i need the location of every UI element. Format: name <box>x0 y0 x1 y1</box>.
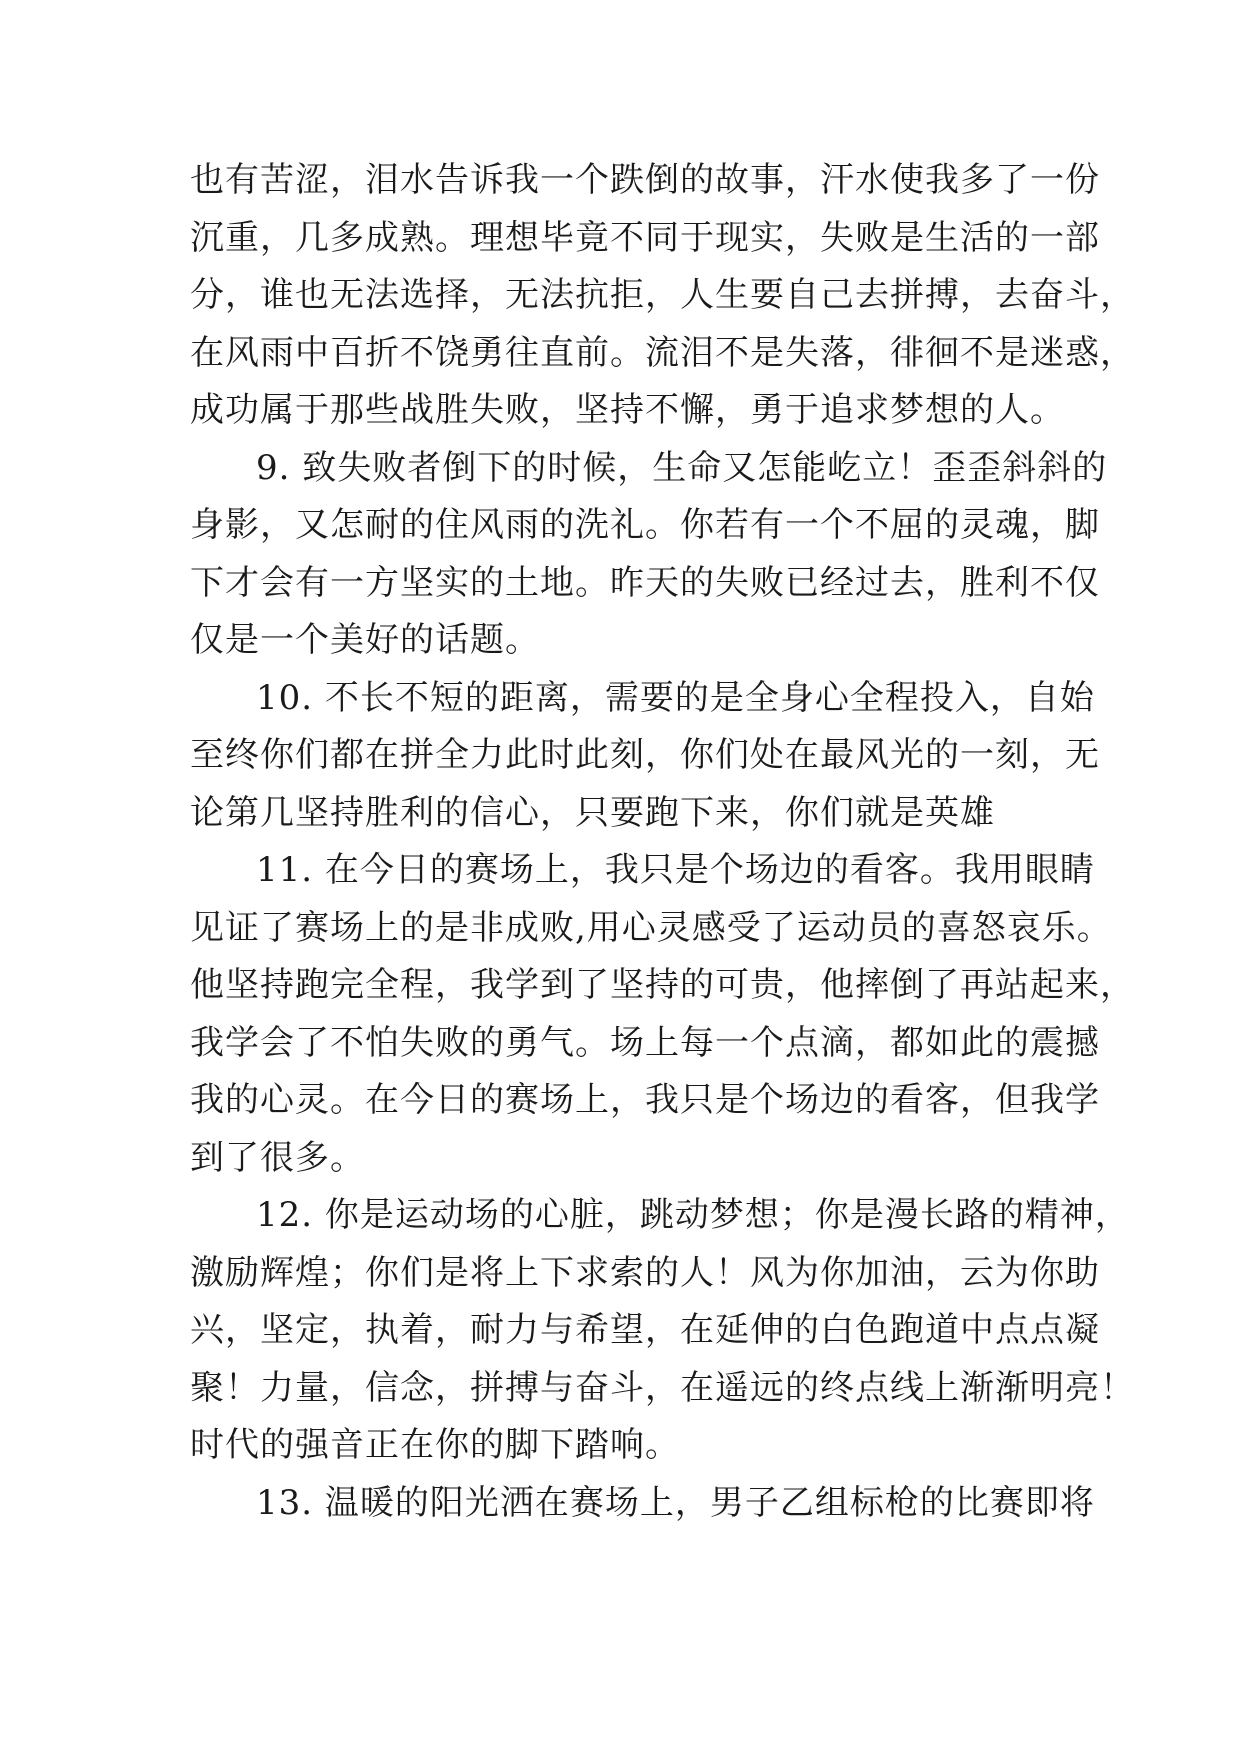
paragraph-10 <box>190 670 1100 843</box>
text-line: 身影，又怎耐的住风雨的洗礼。你若有一个不屈的灵魂，脚 <box>190 505 1100 545</box>
text-line: 到了很多。 <box>190 1137 365 1178</box>
text-line: 下才会有一方坚实的土地。昨天的失败已经过去，胜利不仅 <box>190 562 1100 603</box>
paragraph-continuation <box>190 152 1135 440</box>
text-line: 时代的强音正在你的脚下踏响。 <box>190 1425 680 1465</box>
text-line: 在风雨中百折不饶勇往直前。流泪不是失落，徘徊不是迷惑， <box>190 332 1135 373</box>
text-line: 13. 温暖的阳光洒在赛场上，男子乙组标枪的比赛即将 <box>256 1482 1095 1523</box>
text-line: 聚！力量，信念，拼搏与奋斗，在遥远的终点线上渐渐明亮！ <box>190 1367 1135 1408</box>
text-line: 也有苦涩，泪水告诉我一个跌倒的故事，汗水使我多了一份 <box>190 160 1100 200</box>
text-line: 9. 致失败者倒下的时候，生命又怎能屹立！歪歪斜斜的 <box>256 447 1108 488</box>
text-line: 论第几坚持胜利的信心，只要跑下来，你们就是英雄 <box>190 792 995 833</box>
text-line: 11. 在今日的赛场上，我只是个场边的看客。我用眼睛 <box>256 850 1095 890</box>
paragraph-9 <box>190 440 1108 670</box>
text-line: 我的心灵。在今日的赛场上，我只是个场边的看客，但我学 <box>190 1080 1100 1120</box>
text-line: 见证了赛场上的是非成败,用心灵感受了运动员的喜怒哀乐。 <box>190 907 1112 948</box>
text-line: 他坚持跑完全程，我学到了坚持的可贵，他摔倒了再站起来， <box>190 965 1135 1005</box>
text-line: 12. 你是运动场的心脏，跳动梦想；你是漫长路的精神， <box>256 1195 1130 1235</box>
text-line: 兴，坚定，执着，耐力与希望，在延伸的白色跑道中点点凝 <box>190 1310 1100 1350</box>
text-line: 10. 不长不短的距离，需要的是全身心全程投入，自始 <box>256 677 1095 718</box>
text-line: 成功属于那些战胜失败，坚持不懈，勇于追求梦想的人。 <box>190 390 1065 430</box>
paragraph-13 <box>190 1475 1095 1533</box>
paragraph-12 <box>190 1187 1135 1475</box>
text-line: 分，谁也无法选择，无法抗拒，人生要自己去拼搏，去奋斗， <box>190 275 1135 315</box>
document-body <box>190 152 1135 1532</box>
text-line: 至终你们都在拼全力此时此刻，你们处在最风光的一刻，无 <box>190 735 1100 775</box>
text-line: 我学会了不怕失败的勇气。场上每一个点滴，都如此的震撼 <box>190 1022 1100 1063</box>
text-line: 仅是一个美好的话题。 <box>190 620 540 660</box>
text-line: 沉重，几多成熟。理想毕竟不同于现实，失败是生活的一部 <box>190 217 1100 258</box>
paragraph-11 <box>190 842 1135 1187</box>
text-line: 激励辉煌；你们是将上下求索的人！风为你加油，云为你助 <box>190 1252 1100 1293</box>
